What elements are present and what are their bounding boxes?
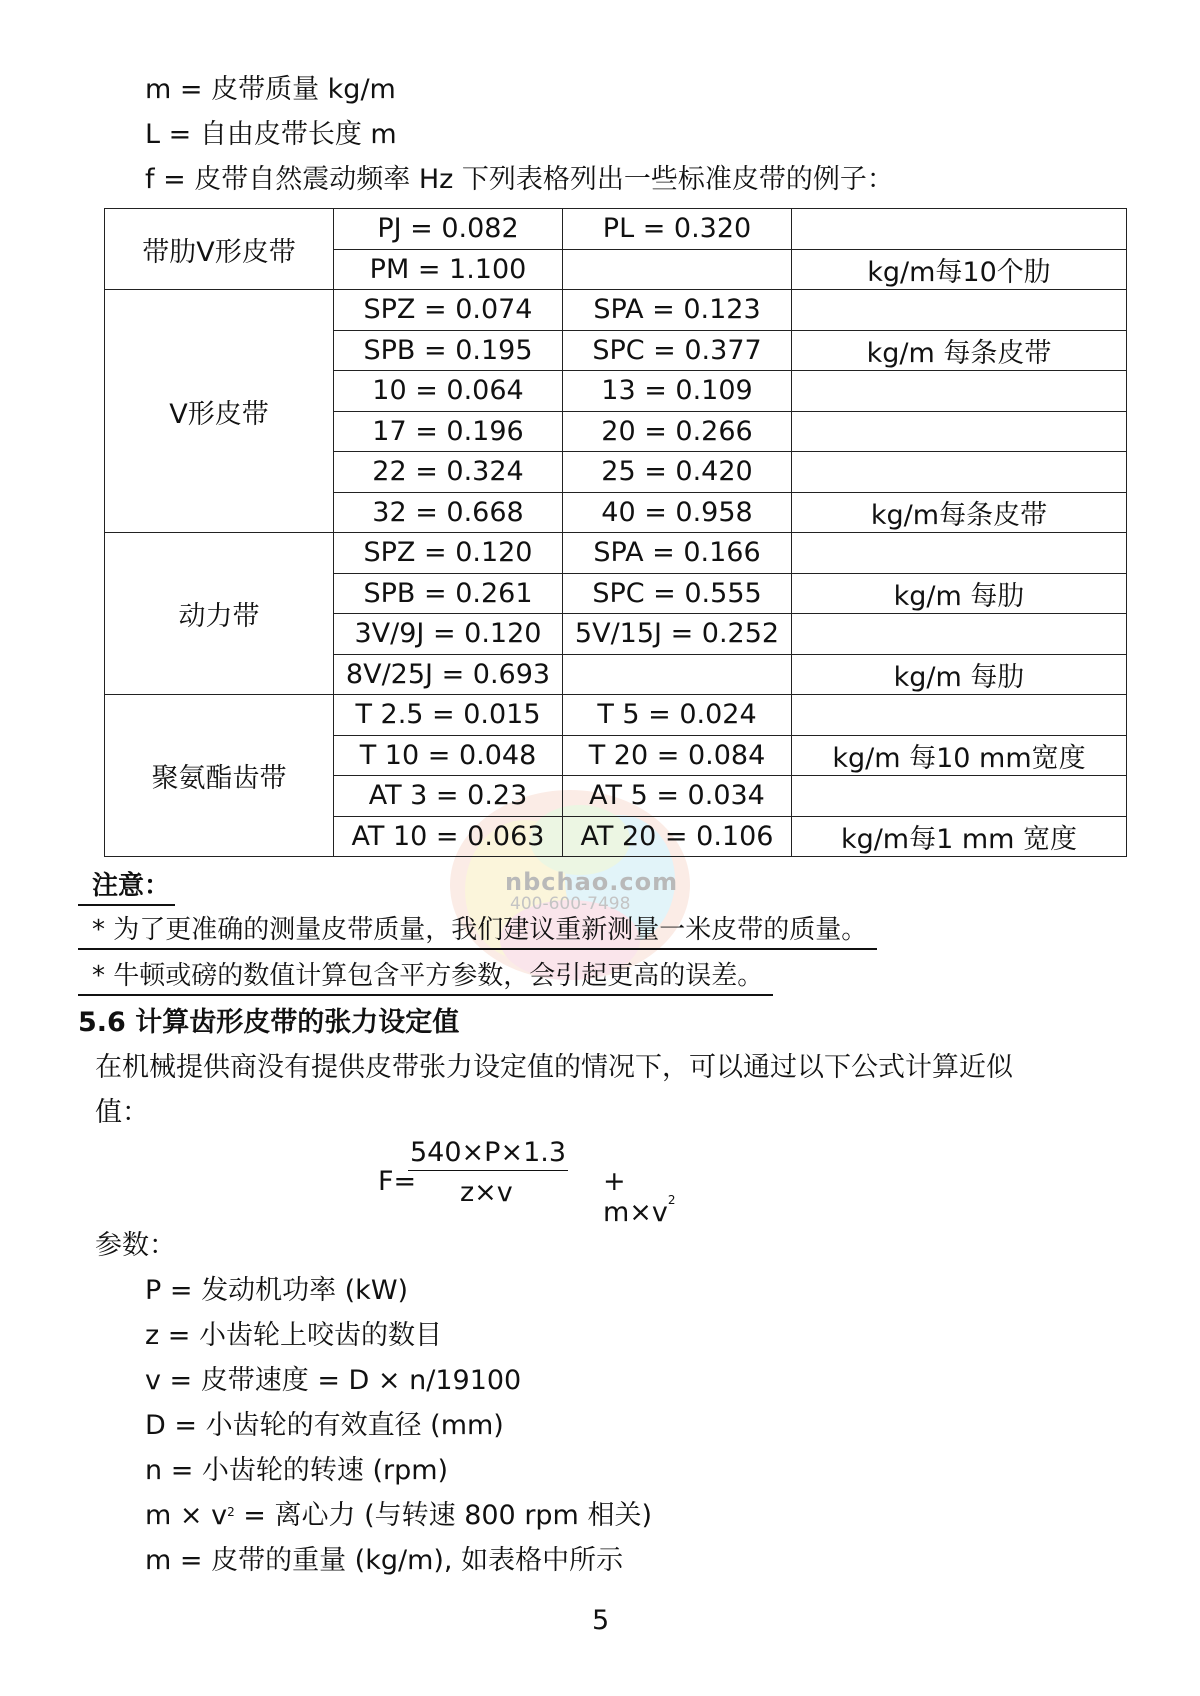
- table-row: [105, 695, 1127, 736]
- param-m: m = 皮带的重量 (kg/m), 如表格中所示: [145, 1545, 624, 1576]
- table-cell: AT 20 = 0.106: [563, 816, 792, 857]
- param-centrifugal-exp: 2: [227, 1505, 235, 1519]
- table-cell: 8V/25J = 0.693: [334, 654, 563, 695]
- table-cell: AT 5 = 0.034: [563, 776, 792, 817]
- table-cell: [792, 411, 1127, 452]
- formula-plus-text: + m×v: [603, 1166, 668, 1228]
- table-cell: kg/m 每10 mm宽度: [792, 735, 1127, 776]
- table-cell: SPB = 0.261: [334, 573, 563, 614]
- formula-plus-term: [603, 1166, 676, 1228]
- param-centrifugal-text: = 离心力 (与转速 800 rpm 相关): [234, 1500, 652, 1531]
- table-cell: kg/m 每肋: [792, 573, 1127, 614]
- formula-numerator: 540×P×1.3: [408, 1136, 568, 1171]
- intro-line-length: L = 自由皮带长度 m: [145, 119, 397, 150]
- table-cell: kg/m 每条皮带: [792, 330, 1127, 371]
- table-cell: [792, 209, 1127, 250]
- notes-title: 注意：: [78, 868, 175, 906]
- page-number: 5: [592, 1605, 610, 1636]
- table-cell: [792, 533, 1127, 574]
- param-v: v = 皮带速度 = D × n/19100: [145, 1365, 522, 1396]
- table-cell: [792, 452, 1127, 493]
- table-cell: AT 10 = 0.063: [334, 816, 563, 857]
- table-group-label: 动力带: [105, 533, 334, 695]
- table-cell: [792, 614, 1127, 655]
- table-row: [105, 209, 1127, 250]
- table-cell: 5V/15J = 0.252: [563, 614, 792, 655]
- note-item-1: * 为了更准确的测量皮带质量，我们建议重新测量一米皮带的质量。: [78, 912, 877, 950]
- formula-lhs: F=: [378, 1166, 417, 1197]
- table-cell: SPC = 0.555: [563, 573, 792, 614]
- section-paragraph-line1: 在机械提供商没有提供皮带张力设定值的情况下，可以通过以下公式计算近似: [95, 1052, 1013, 1083]
- param-n: n = 小齿轮的转速 (rpm): [145, 1455, 449, 1486]
- table-cell: [563, 654, 792, 695]
- table-cell: SPA = 0.166: [563, 533, 792, 574]
- table-cell: PL = 0.320: [563, 209, 792, 250]
- table-row: [105, 290, 1127, 331]
- table-cell: [563, 249, 792, 290]
- table-cell: 25 = 0.420: [563, 452, 792, 493]
- param-centrifugal-symbol: m × v: [145, 1500, 228, 1531]
- table-row: [105, 533, 1127, 574]
- table-cell: SPZ = 0.074: [334, 290, 563, 331]
- intro-line-mass: m = 皮带质量 kg/m: [145, 74, 396, 105]
- belt-mass-table: [104, 208, 1127, 857]
- table-cell: 17 = 0.196: [334, 411, 563, 452]
- note-item-2: * 牛顿或磅的数值计算包含平方参数，会引起更高的误差。: [78, 958, 773, 996]
- table-cell: PJ = 0.082: [334, 209, 563, 250]
- section-paragraph-line2: 值：: [95, 1097, 149, 1128]
- table-cell: PM = 1.100: [334, 249, 563, 290]
- table-cell: SPC = 0.377: [563, 330, 792, 371]
- formula-exponent: 2: [667, 1193, 676, 1207]
- table-cell: T 20 = 0.084: [563, 735, 792, 776]
- table-cell: SPB = 0.195: [334, 330, 563, 371]
- table-group-label: 聚氨酯齿带: [105, 695, 334, 857]
- table-cell: 13 = 0.109: [563, 371, 792, 412]
- param-z: z = 小齿轮上咬齿的数目: [145, 1320, 442, 1351]
- table-cell: [792, 776, 1127, 817]
- table-cell: [792, 695, 1127, 736]
- table-cell: 40 = 0.958: [563, 492, 792, 533]
- table-cell: 3V/9J = 0.120: [334, 614, 563, 655]
- table-group-label: 带肋V形皮带: [105, 209, 334, 290]
- watermark-phone: 400-600-7498: [510, 894, 631, 914]
- table-cell: SPZ = 0.120: [334, 533, 563, 574]
- intro-line-frequency: f = 皮带自然震动频率 Hz 下列表格列出一些标准皮带的例子：: [145, 164, 894, 195]
- table-group-label: V形皮带: [105, 290, 334, 533]
- table-cell: 10 = 0.064: [334, 371, 563, 412]
- table-cell: kg/m每1 mm 宽度: [792, 816, 1127, 857]
- table-cell: T 5 = 0.024: [563, 695, 792, 736]
- params-title: 参数：: [95, 1230, 176, 1261]
- table-cell: [792, 371, 1127, 412]
- table-cell: 32 = 0.668: [334, 492, 563, 533]
- table-cell: kg/m每10个肋: [792, 249, 1127, 290]
- param-centrifugal: [145, 1498, 652, 1534]
- section-heading: 5.6 计算齿形皮带的张力设定值: [78, 1007, 460, 1038]
- table-cell: kg/m每条皮带: [792, 492, 1127, 533]
- table-cell: [792, 290, 1127, 331]
- table-cell: 20 = 0.266: [563, 411, 792, 452]
- table-cell: SPA = 0.123: [563, 290, 792, 331]
- table-cell: kg/m 每肋: [792, 654, 1127, 695]
- formula-denominator: z×v: [460, 1177, 513, 1208]
- param-p: P = 发动机功率 (kW): [145, 1275, 409, 1306]
- table-cell: AT 3 = 0.23: [334, 776, 563, 817]
- param-d: D = 小齿轮的有效直径 (mm): [145, 1410, 504, 1441]
- table-cell: 22 = 0.324: [334, 452, 563, 493]
- table-cell: T 10 = 0.048: [334, 735, 563, 776]
- watermark-site: nbchao.com: [505, 868, 679, 896]
- table-cell: T 2.5 = 0.015: [334, 695, 563, 736]
